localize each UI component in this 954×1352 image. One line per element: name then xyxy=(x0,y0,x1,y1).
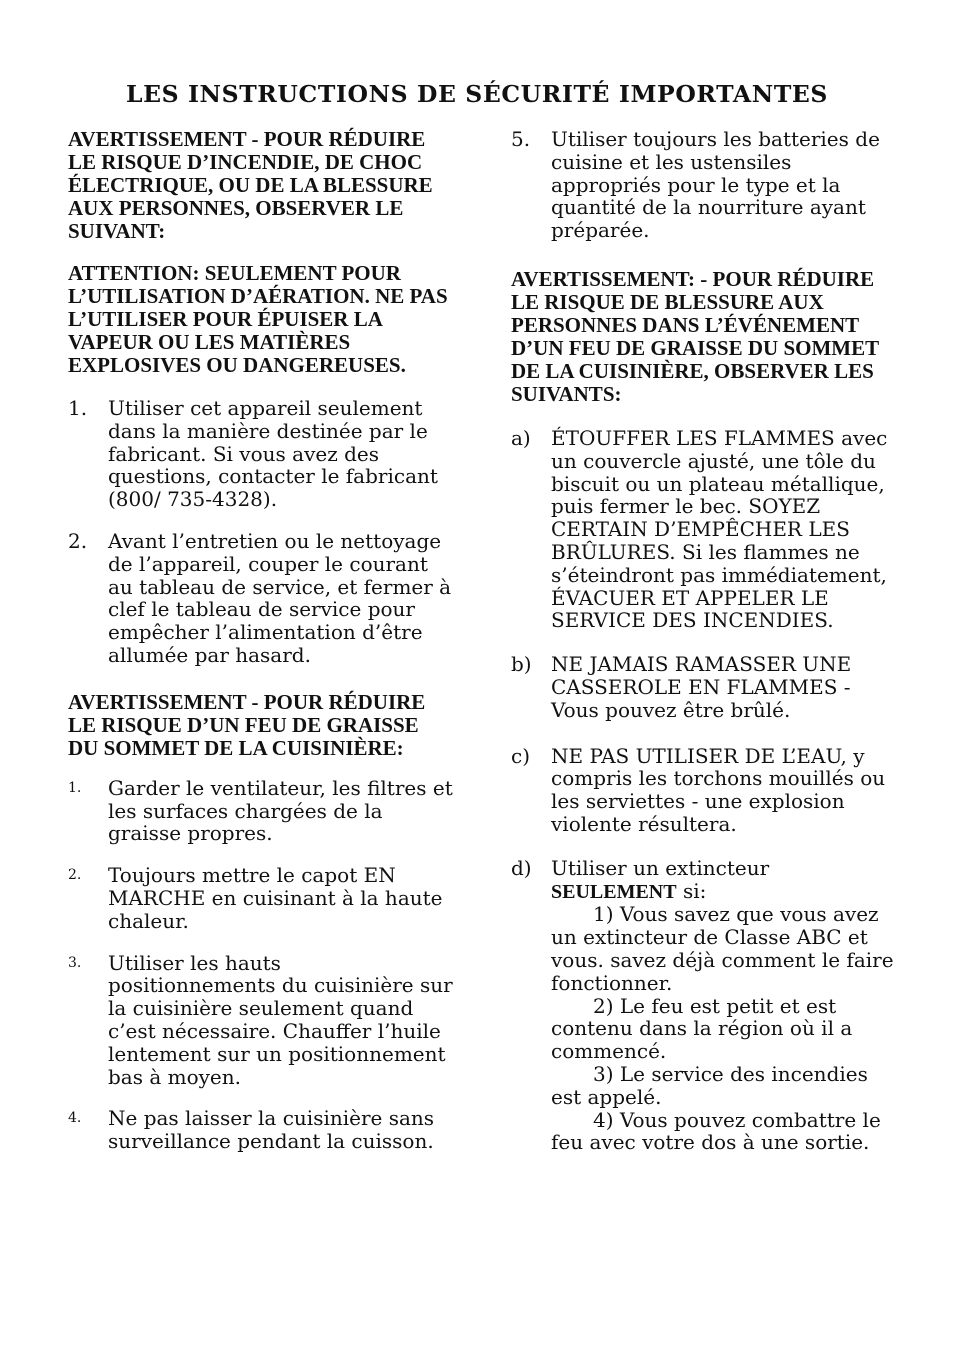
right-column xyxy=(511,128,896,1154)
condition-item: 2) Le feu est petit et est contenu dans la région où il a commencé. xyxy=(551,993,853,1064)
item-text xyxy=(551,857,896,1154)
condition-item: 4) Vous pouvez combattre le feu avec votre dos à une sortie. xyxy=(551,1107,881,1155)
warning-fire-shock-injury: AVERTISSEMENT - POUR RÉDUIRE LE RISQUE D’INCENDIE, DE CHOC ÉLECTRIQUE, OU DE LA BLESSURE AUX PERSONNES, OBSERVER LE SUIVANT: xyxy=(68,127,433,243)
list-item xyxy=(511,653,896,721)
warning-grease-fire: AVERTISSEMENT - POUR RÉDUIRE LE RISQUE D’UN FEU DE GRAISSE DU SOMMET DE LA CUISINIÈRE: xyxy=(68,689,426,760)
item-number: 1. xyxy=(68,396,88,420)
left-column xyxy=(68,128,453,1153)
item-number: 4. xyxy=(68,1110,82,1127)
warning-grease-fire-injury: AVERTISSEMENT: - POUR RÉDUIRE LE RISQUE DE BLESSURE AUX PERSONNES DANS L’ÉVÉNEMENT D’UN FEU DE GRAISSE DU SOMMET DE LA CUISINIÈRE, OBSERVER LES SUIVANTS: xyxy=(511,266,879,406)
item-number: 3. xyxy=(68,954,82,971)
list-item xyxy=(511,427,896,632)
list-item xyxy=(68,864,453,932)
item-text: Toujours mettre le capot EN MARCHE en cuisinant à la haute chaleur. xyxy=(108,863,443,933)
item-letter: d) xyxy=(511,855,532,880)
page-title: LES INSTRUCTIONS DE SÉCURITÉ IMPORTANTES xyxy=(125,80,829,108)
item-text: Ne pas laisser la cuisinière sans surveillance pendant la cuisson. xyxy=(108,1106,435,1154)
item-text: Garder le ventilateur, les filtres et les surfaces chargées de la graisse propres. xyxy=(108,775,453,846)
only-emphasis: SEULEMENT xyxy=(551,880,677,903)
item-number: 2. xyxy=(68,528,88,553)
condition-suffix: si: xyxy=(676,878,707,903)
condition-item: 3) Le service des incendies est appelé. xyxy=(551,1061,868,1109)
list-item xyxy=(68,1107,453,1153)
list-item xyxy=(68,952,453,1089)
item-number: 1. xyxy=(68,779,82,796)
item-text: Utiliser cet appareil seulement dans la manière destinée par le fabricant. Si vous avez des questions, contacter le fabricant (800/ 735-4328). xyxy=(108,396,438,512)
item-text: Avant l’entretien ou le nettoyage de l’appareil, couper le courant au tableau de service, et fermer à clef le tableau de service pour empêcher l’alimentation d’être allumée par hasard. xyxy=(108,528,452,667)
attention-ventilation-only: ATTENTION: SEULEMENT POUR L’UTILISATION D’AÉRATION. NE PAS L’UTILISER POUR ÉPUISER LA VAPEUR OU LES MATIÈRES EXPLOSIVES OU DANGEREUSES. xyxy=(68,261,448,377)
item-letter: a) xyxy=(511,425,531,450)
list-item xyxy=(68,530,453,667)
item-text: Utiliser les hauts positionnements du cuisinière sur la cuisinière seulement quand c’est nécessaire. Chauffer l’huile lentement sur un positionnement bas à moyen. xyxy=(108,950,453,1089)
list-item xyxy=(511,857,896,1154)
item-text: NE PAS UTILISER DE L’EAU, y compris les torchons mouillés ou les serviettes - une explosion violente résultera. xyxy=(551,743,886,836)
extinguisher-intro: Utiliser un extincteur xyxy=(551,855,770,880)
item-letter: c) xyxy=(511,743,531,768)
list-item xyxy=(68,397,453,511)
list-item xyxy=(511,128,896,242)
item-letter: b) xyxy=(511,652,532,677)
list-item xyxy=(511,745,896,836)
condition-item: 1) Vous savez que vous avez un extincteur de Classe ABC et vous. savez déjà comment le faire fonctionner. xyxy=(551,902,894,995)
item-text: NE JAMAIS RAMASSER UNE CASSEROLE EN FLAMMES - Vous pouvez être brûlé. xyxy=(551,652,852,722)
item-text: ÉTOUFFER LES FLAMMES avec un couvercle ajusté, une tôle du biscuit ou un plateau métallique, puis fermer le bec. SOYEZ CERTAIN D’EMPÊCHER LES BRÛLURES. Si les flammes ne s’éteindront pas immédiatement, ÉVACUER ET APPELER LE SERVICE DES INCENDIES. xyxy=(551,425,888,633)
item-text: Utiliser toujours les batteries de cuisine et les ustensiles appropriés pour le type et la quantité de la nourriture ayant préparée. xyxy=(551,127,880,243)
item-number: 2. xyxy=(68,867,82,884)
list-item xyxy=(68,777,453,845)
item-number: 5. xyxy=(511,127,531,151)
